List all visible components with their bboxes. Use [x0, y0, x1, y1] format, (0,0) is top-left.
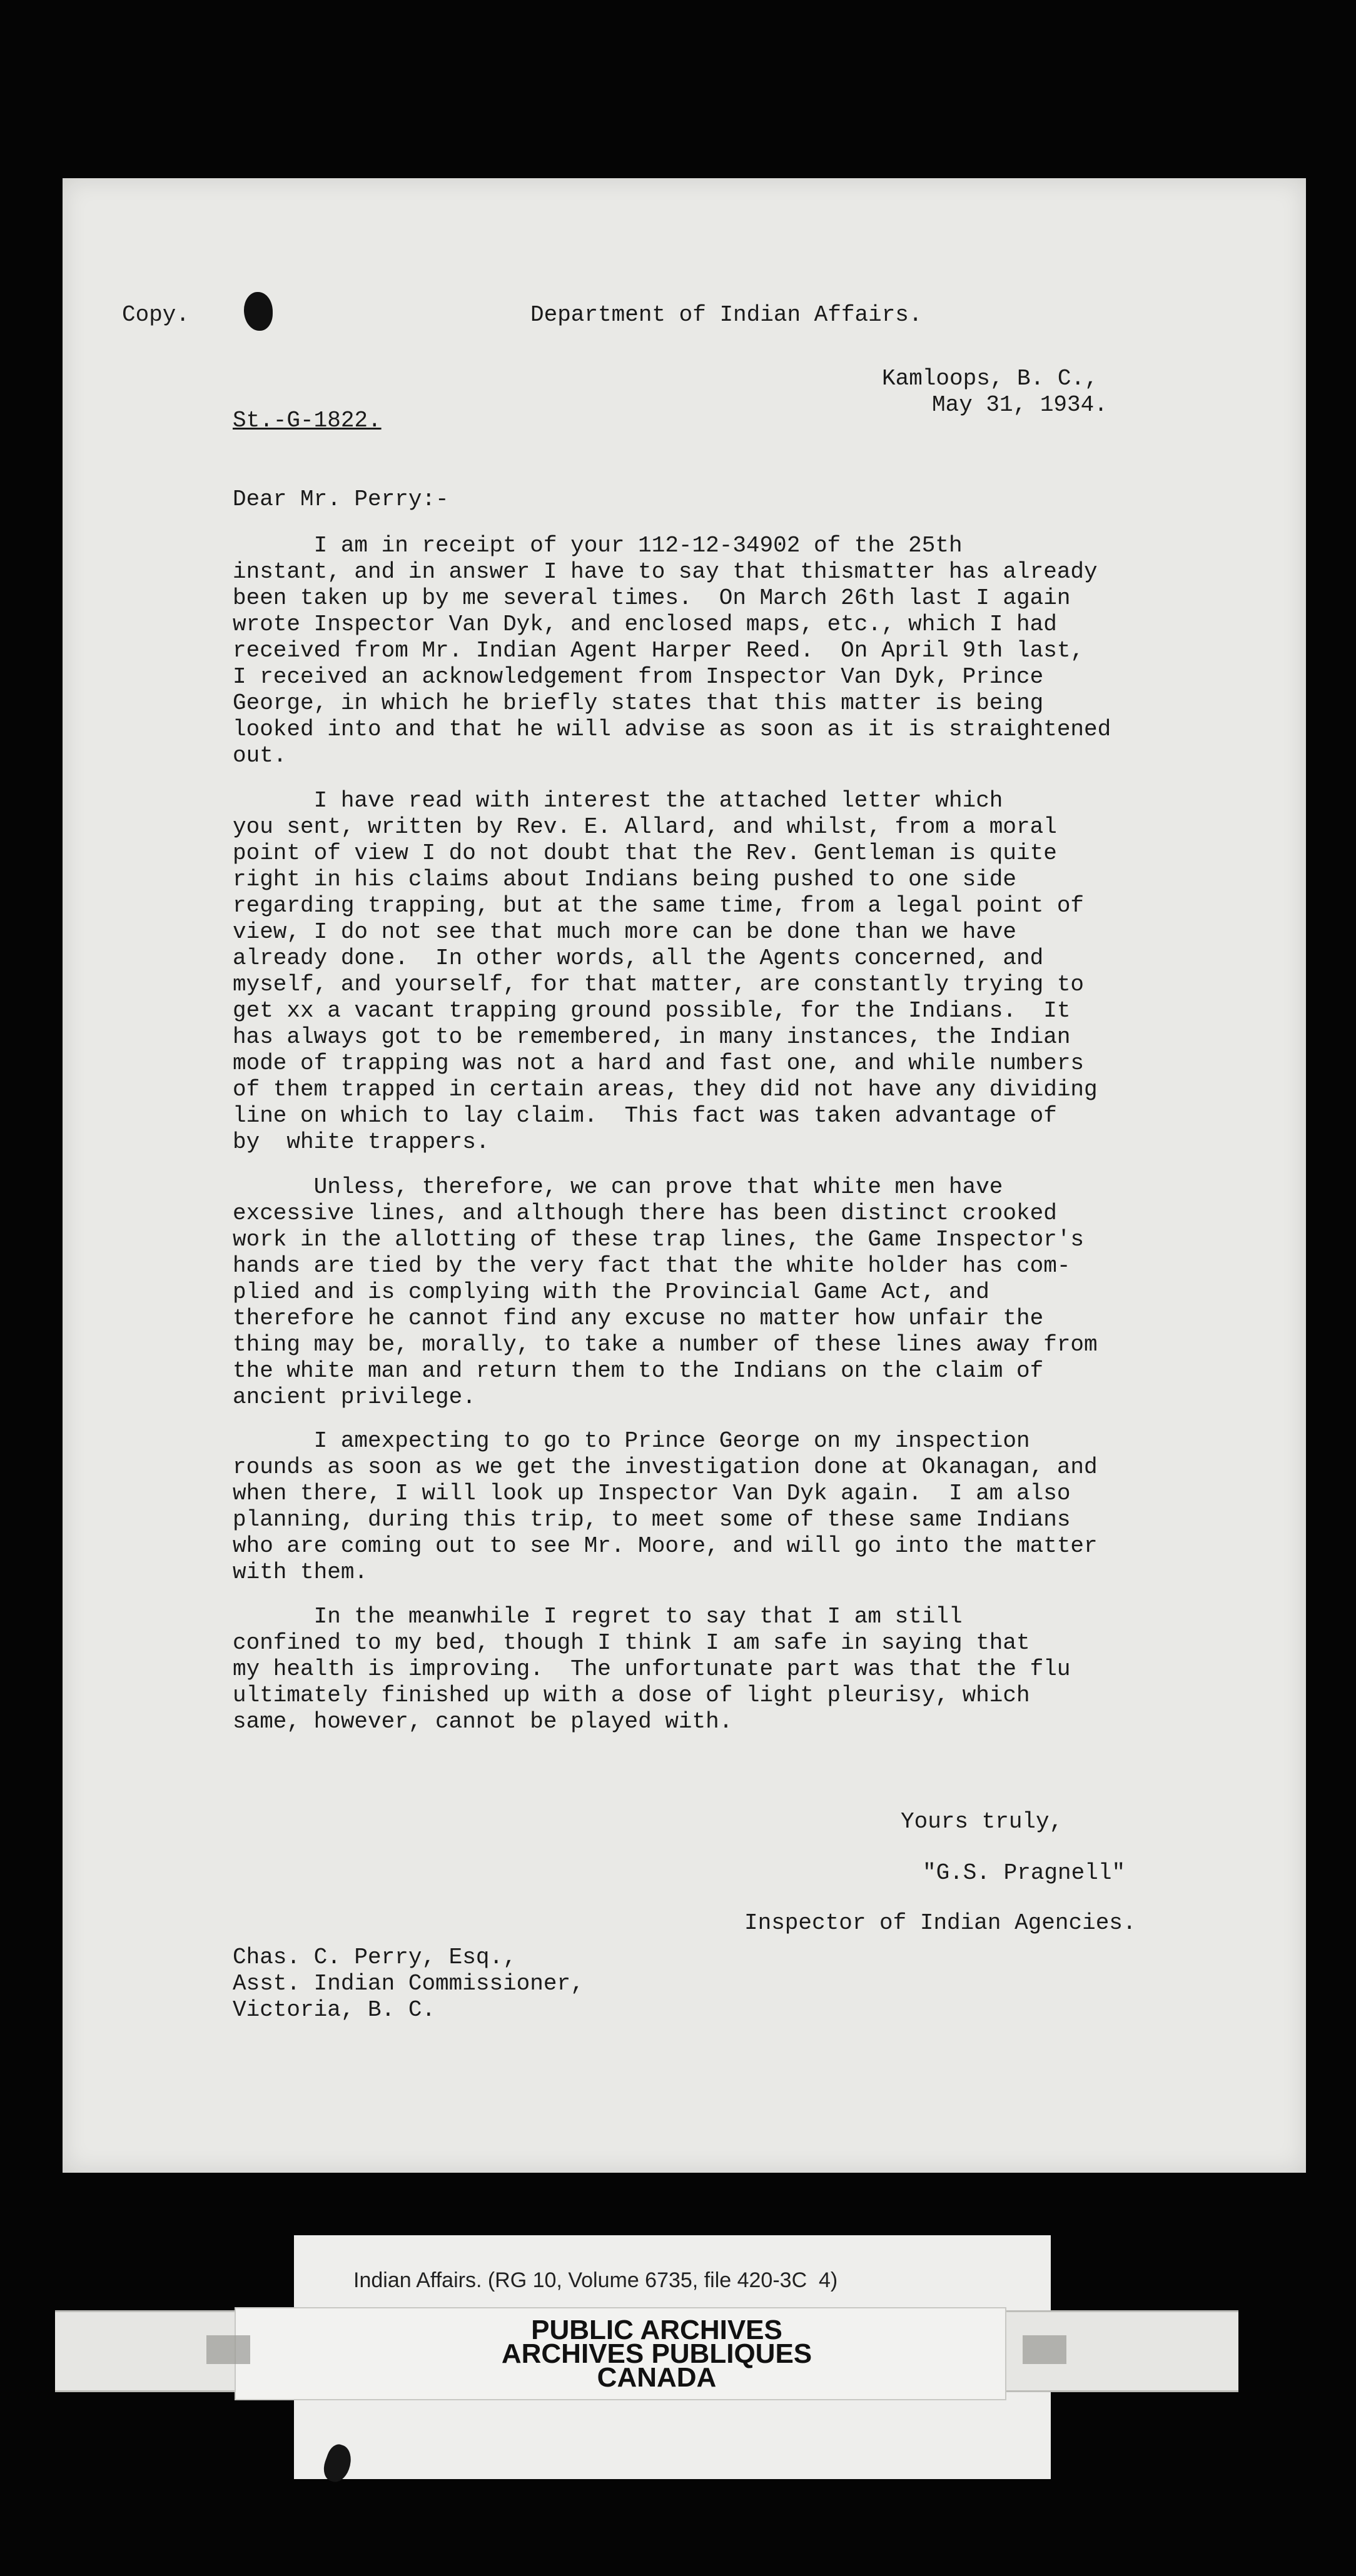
paragraph-4	[233, 1428, 1296, 1586]
text-line: myself, and yourself, for that matter, are constantly trying to	[233, 972, 1085, 997]
text-line: thing may be, morally, to take a number of these lines away from	[233, 1332, 1098, 1357]
text-line: plied and is complying with the Provincial Game Act, and	[233, 1279, 989, 1305]
text-line: looked into and that he will advise as soon as it is straightened	[233, 717, 1111, 742]
text-line: been taken up by me several times. On March 26th last I again	[233, 585, 1071, 611]
paragraph-3	[233, 1174, 1296, 1411]
text-line: I amexpecting to go to Prince George on my inspection	[233, 1428, 1030, 1454]
text-line: with them.	[233, 1559, 368, 1585]
text-line: excessive lines, and although there has been distinct crooked	[233, 1200, 1057, 1226]
text-line: when there, I will look up Inspector Van Dyk again. I am also	[233, 1481, 1071, 1506]
text-line: work in the allotting of these trap lines, the Game Inspector's	[233, 1227, 1085, 1252]
archive-reference: Indian Affairs. (RG 10, Volume 6735, file 420-3C 4)	[353, 2268, 838, 2292]
text-line: wrote Inspector Van Dyk, and enclosed maps, etc., which I had	[233, 611, 1057, 637]
letter-page	[63, 178, 1306, 2173]
text-line: rounds as soon as we get the investigation done at Okanagan, and	[233, 1454, 1098, 1480]
strip-clip-right	[1023, 2335, 1066, 2364]
text-line: instant, and in answer I have to say that thismatter has already	[233, 559, 1098, 585]
text-line: the white man and return them to the Indians on the claim of	[233, 1358, 1044, 1384]
text-line: regarding trapping, but at the same time, from a legal point of	[233, 893, 1085, 918]
text-line: ancient privilege.	[233, 1384, 476, 1410]
text-line: mode of trapping was not a hard and fast one, and while numbers	[233, 1050, 1085, 1076]
recipient-line: Victoria, B. C.	[233, 1997, 436, 2023]
paragraph-2	[233, 788, 1296, 1155]
text-line: has always got to be remembered, in many instances, the Indian	[233, 1024, 1071, 1050]
department-heading: Department of Indian Affairs.	[530, 302, 923, 328]
signatory-title: Inspector of Indian Agencies.	[744, 1910, 1136, 1936]
text-line: George, in which he briefly states that this matter is being	[233, 690, 1044, 716]
text-line: out.	[233, 743, 287, 768]
stamp-line: CANADA	[597, 2362, 717, 2393]
text-line: Unless, therefore, we can prove that white men have	[233, 1174, 1003, 1200]
ink-blot	[244, 292, 273, 331]
signature: "G.S. Pragnell"	[923, 1860, 1126, 1886]
recipient-address	[233, 1945, 584, 2023]
archives-stamp	[438, 2315, 876, 2393]
text-line: In the meanwhile I regret to say that I am still	[233, 1604, 963, 1629]
text-line: ultimately finished up with a dose of light pleurisy, which	[233, 1683, 1030, 1708]
stamp-line: PUBLIC ARCHIVES	[531, 2315, 782, 2345]
text-line: of them trapped in certain areas, they did not have any dividing	[233, 1077, 1098, 1102]
letter-place: Kamloops, B. C.,	[882, 366, 1098, 391]
text-line: get xx a vacant trapping ground possible, for the Indians. It	[233, 998, 1071, 1024]
text-line: therefore he cannot find any excuse no matter how unfair the	[233, 1306, 1044, 1331]
stamp-line: ARCHIVES PUBLIQUES	[501, 2338, 812, 2369]
salutation: Dear Mr. Perry:-	[233, 486, 449, 512]
text-line: line on which to lay claim. This fact was taken advantage of	[233, 1103, 1057, 1129]
strip-clip-left	[206, 2335, 250, 2364]
valediction: Yours truly,	[901, 1809, 1063, 1834]
file-reference: St.-G-1822.	[233, 408, 382, 433]
text-line: view, I do not see that much more can be done than we have	[233, 919, 1017, 945]
text-line: I am in receipt of your 112-12-34902 of the 25th	[233, 533, 963, 558]
paragraph-5	[233, 1604, 1296, 1735]
text-line: planning, during this trip, to meet some of these same Indians	[233, 1507, 1071, 1532]
text-line: you sent, written by Rev. E. Allard, and whilst, from a moral	[233, 814, 1057, 840]
text-line: received from Mr. Indian Agent Harper Reed. On April 9th last,	[233, 638, 1085, 663]
recipient-line: Asst. Indian Commissioner,	[233, 1971, 584, 1996]
text-line: I have read with interest the attached letter which	[233, 788, 1003, 813]
text-line: my health is improving. The unfortunate part was that the flu	[233, 1656, 1071, 1682]
text-line: by white trappers.	[233, 1129, 490, 1155]
recipient-line: Chas. C. Perry, Esq.,	[233, 1945, 517, 1970]
paragraph-1	[233, 533, 1296, 769]
text-line: who are coming out to see Mr. Moore, and will go into the matter	[233, 1533, 1098, 1559]
text-line: same, however, cannot be played with.	[233, 1709, 733, 1734]
text-line: already done. In other words, all the Agents concerned, and	[233, 945, 1044, 971]
text-line: confined to my bed, though I think I am safe in saying that	[233, 1630, 1030, 1656]
letter-date: May 31, 1934.	[932, 392, 1108, 418]
text-line: point of view I do not doubt that the Rev. Gentleman is quite	[233, 840, 1057, 866]
copy-label: Copy.	[122, 302, 190, 328]
text-line: right in his claims about Indians being pushed to one side	[233, 867, 1017, 892]
text-line: I received an acknowledgement from Inspector Van Dyk, Prince	[233, 664, 1044, 690]
text-line: hands are tied by the very fact that the white holder has com-	[233, 1253, 1071, 1279]
